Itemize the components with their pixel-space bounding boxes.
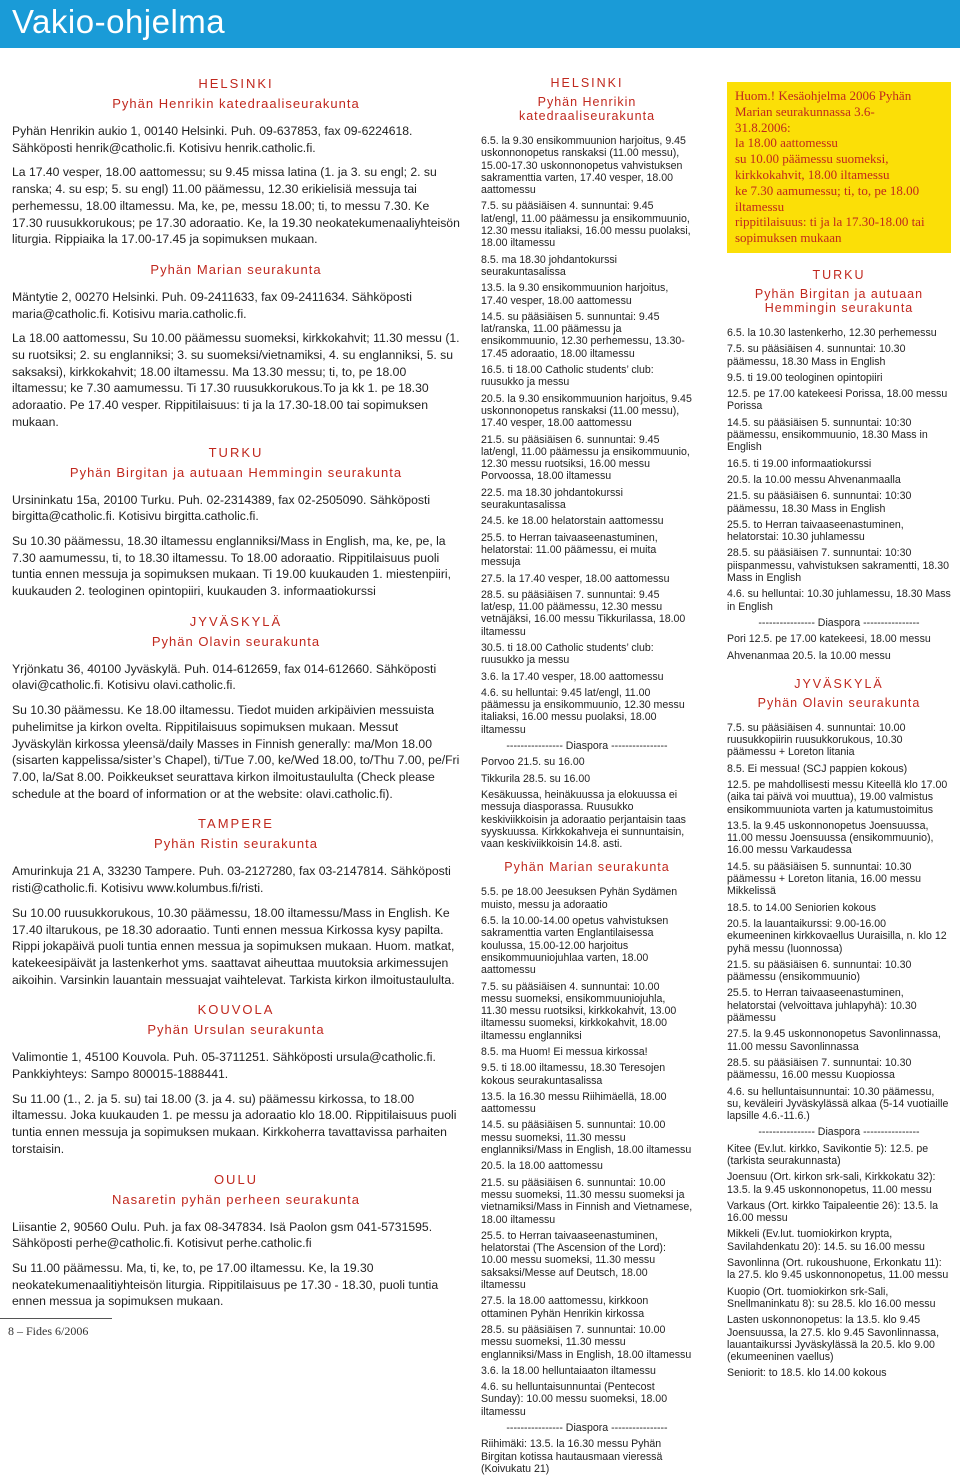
parish-heading-birgitta: Pyhän Birgitan ja autuaan Hemmingin seurakunta [754,286,924,315]
parish-heading-perhe: Nasaretin pyhän perheen seurakunta [112,1191,360,1207]
city-heading-jyvaskyla: JYVÄSKYLÄ [189,613,283,629]
middle-column [481,76,693,1479]
schedule-entry: 20.5. la lauantaikurssi: 9.00-16.00 ekumeeninen kirkkovaellus Uuraisilla, n. klo 12 pyhä messu (luonnossa) [727,917,947,955]
footer-rule [0,1318,112,1319]
paragraph: Su 10.30 päämessu, 18.30 iltamessu englanniksi/Mass in English, ma, ke, pe, la 7.30 aamumessu, ti, to 18.30 iltamessu. To 18.00 adoraatio. Rippitilaisuus puoli tuntia ennen messuja ja sopimuksen mukaan. Ti 19.00 kuukauden 1. miestenpiiri, kuukauden 2. teologinen opintopiiri, kuukauden 3. informaatiokurssi [12,533,452,599]
paragraph: Su 10.30 päämessu. Ke 18.00 iltamessu. Tiedot muiden arkipäivien messuista puhelimitse ja kirkon ovelta. Rippitilaisuus sopimuksen mukaan. Messut Jyväskylän kirkossa yleensä/daily Masses in Finnish generally: ma/Mon 18.00 (sisarten kappelissa/sister’s Chapel), ti/Tue 7.00, ke/Wed 18.00, to/Thu 7.00, pe/Fri 7.00, la/Sat 8.00. Poikkeukset seurattava kirkon ilmoitustaululta (Check please schedule at the board of information or at the website: olavi.catholic.fi). [12,703,460,801]
paragraph: Su 10.00 ruusukkorukous, 10.30 päämessu, 18.00 iltamessu/Mass in English. Ke 17.40 iltarukous, pe 18.30 adoraatio. Tunti ennen messua Kirkossa kysy papilta. Rippi jokapäivä puoli tuntia ennen messua ja sopimuksen mukaan. Huom. matkat, katekeesipäivät ja lastenkerhot yms. saattavat aiheuttaa muutoksia arkimessujen aikoihin. Varsinkin lauantain messuajat vaihtelevat. Tarkista kirkon ilmoitustaululta. [12,905,455,987]
schedule-entry: 7.5. su pääsiäisen 4. sunnuntai: 10.00 ruusukkopiirin ruusukkorukous, 10.30 päämessu + Loreton litania [727,721,906,759]
diaspora-divider: ---------------- Diaspora ---------------- [506,1422,668,1435]
schedule-entry: 21.5. su pääsiäisen 6. sunnuntai: 10.00 messu suomeksi, 11.30 messu suomeksi ja vietnamiksi/Mass in Finnish and Vietnamese, 18.00 iltamessu [481,1176,693,1226]
page-footer: 8 – Fides 6/2006 [8,1324,89,1338]
paragraph: Su 11.00 (1., 2. ja 5. su) tai 18.00 (3. ja 4. su) päämessu kirkossa, to 18.00 iltamessu. Joka kuukauden 1. pe messu ja adoraatio klo 18.00. Rippitilaisuus puoli tuntia ennen messuja ja sopimuksen mukaan. Kirkkoherra tavattavissa parhaiten torstaisin. [12,1091,457,1156]
notice-line: la 18.00 aattomessu [735,135,838,151]
schedule-entry: 21.5. su pääsiäisen 6. sunnuntai: 10.30 päämessu (ensikommuunio) [727,958,912,984]
schedule-entry: 27.5. la 9.45 uskonnonopetus Savonlinnassa, 11.00 messu Savonlinnassa [727,1028,941,1053]
schedule-entry: 27.5. la 18.00 aattomessu, kirkkoon ottaminen Pyhän Henrikin kirkossa [481,1295,649,1320]
paragraph: La 18.00 aattomessu, Su 10.00 päämessu suomeksi, kirkkokahvit; 11.30 messu (1. su ruotsiksi; 2. su englanniksi; 3. su suomeksi/vietnamiksi, 4. su englanniksi, 5. su saksaksi), kirkkokahvit; 18.00 iltamessu. Ma 13.30 messu; ti, to, pe 18.00 iltamessu; ke 7.30 aamumessu. Ti 17.30 ruusukkorukous.To ja kk 1. pe 18.30 adoraatio. Pe 17.40 vesper. Rippitilaisuus: ti ja la 17.30-18.00 tai sopimuksen mukaan. [12,331,460,429]
paragraph: Liisantie 2, 90560 Oulu. Puh. ja fax 08-347834. Isä Paolon gsm 041-5731595. Sähköposti perhe@catholic.fi. Kotisivut perhe.catholic.fi [12,1219,433,1251]
schedule-entry: 4.6. su helluntai: 9.45 lat/engl, 11.00 päämessu ja ensikommuunio, 12.30 messu italiaksi, 16.00 messu puolaksi, 18.00 iltamessu [481,686,685,736]
schedule-entry: 25.5. to Herran taivaaseenastuminen, helatorstai (velvoittava juhlapyhä): 10.30 päämessu [727,987,917,1025]
schedule-entry: 13.5. la 9.45 uskonnonopetus Joensuussa, 11.00 messu Joensuussa (ensikommuunio), 16.00 messu Varkaudessa [727,819,934,857]
notice-line: Huom.! Kesäohjelma 2006 Pyhän Marian seurakunnassa 3.6- [735,88,912,119]
paragraph: Ursininkatu 15a, 20100 Turku. Puh. 02-2314389, fax 02-2505090. Sähköposti birgitta@catholic.fi. Kotisivu birgitta.catholic.fi. [12,492,431,524]
schedule-entry: 12.5. pe 17.00 katekeesi Porissa, 18.00 messu Porissa [727,388,948,413]
schedule-entry: Savonlinna (Ort. rukoushuone, Erkonkatu 11): la 27.5. klo 9.45 uskonnonopetus, 11.00 messu [727,1257,949,1282]
parish-heading-risti: Pyhän Ristin seurakunta [154,836,318,852]
schedule-entry: 27.5. la 17.40 vesper, 18.00 aattomessu [481,572,670,585]
parish-heading-birgitta: Pyhän Birgitan ja autuaan Hemmingin seurakunta [69,464,403,480]
notice-line: rippitilaisuus: ti ja la 17.30-18.00 tai sopimuksen mukaan [735,214,925,246]
schedule-entry: 28.5. su pääsiäisen 7. sunnuntai: 10:30 piispanmessu, vahvistuksen sakramentti, 18.30 Mass in English [727,547,949,585]
schedule-entry: 28.5. su pääsiäisen 7. sunnuntai: 10.00 messu suomeksi, 11.30 messu englanniksi/Mass in English, 18.00 iltamessu [481,1323,692,1361]
schedule-entry: 4.6. su helluntaisunnuntai: 10.30 päämessu, su, keväleiri Jyväskylässä alkaa (5-14 vuotiaille lapsille 4.6.-11.6.) [727,1085,949,1123]
schedule-entry: 20.5. la 18.00 aattomessu [481,1160,603,1173]
schedule-entry: 16.5. ti 19.00 informaatiokurssi [727,457,872,470]
schedule-entry: 7.5. su pääsiäisen 4. sunnuntai: 10.30 päämessu, 18.30 Mass in English [727,343,906,368]
schedule-entry: 14.5. su pääsiäisen 5. sunnuntai: 9.45 lat/ranska, 11.00 päämessu ja ensikommuunio, 12.30 perhemessu, 13.30-17.45 adoraatio, 18.00 iltamessu [481,310,685,360]
schedule-entry: 9.5. ti 18.00 iltamessu, 18.30 Teresojen kokous seurakuntasalissa [481,1062,666,1087]
schedule-entry: Tikkurila 28.5. su 16.00 [481,772,591,785]
schedule-entry: 25.5. to Herran taivaaseenastuminen, helatorstai (The Ascension of the Lord): 10.00 messu suomeksi, 11.30 messu saksaksi/Messe auf Deutsch, 18.00 iltamessu [481,1229,666,1292]
schedule-entry: 8.5. ma Huom! Ei messua kirkossa! [481,1046,648,1058]
schedule-entry: 14.5. su pääsiäisen 5. sunnuntai: 10.00 messu suomeksi, 11.30 messu englanniksi/Mass in English, 18.00 iltamessu [481,1119,692,1157]
schedule-entry: Kesäkuussa, heinäkuussa ja elokuussa ei messuja diasporassa. Ruusukko keskiviikkoisin ja adoraatio perjantaisin taas syyskuussa. Kirkkokahveja ei sunnuntaisin, vaan keskiviikkoisin 14.8. asti. [481,788,686,851]
schedule-entry: Kuopio (Ort. tuomiokirkon srk-Sali, Snellmaninkatu 8): su 28.5. klo 16.00 messu [727,1285,936,1310]
parish-heading-olavi: Pyhän Olavin seurakunta [151,633,321,649]
schedule-entry: 28.5. su pääsiäisen 7. sunnuntai: 9.45 lat/esp, 11.00 päämessu, 12.30 messu vetnäjäksi, 16.00 messu Tikkurilassa, 18.00 iltamessu [481,588,686,638]
schedule-entry: Joensuu (Ort. kirkon srk-sali, Kirkkokatu 32): 13.5. la 9.45 uskonnonopetus, 11.00 messu [727,1171,936,1196]
page-title: Vakio-ohjelma [12,3,226,40]
schedule-entry: 25.5. to Herran taivaaseenastuminen, helatorstai: 10.30 juhlamessu [727,518,904,544]
left-column [12,76,460,1318]
schedule-entry: 6.5. la 10.00-14.00 opetus vahvistuksen sakramenttia varten Englantilaisessa koulussa, 15.00-12.00 harjoitus ensikommuuniojuhlaa varten, 18.00 aattomessu [481,915,669,977]
city-heading-oulu: OULU [213,1171,259,1187]
schedule-entry: 18.5. to 14.00 Seniorien kokous [727,901,877,914]
schedule-entry: 9.5. ti 19.00 teologinen opintopiiri [727,371,883,384]
schedule-entry: 7.5. su pääsiäisen 4. sunnuntai: 10.00 messu suomeksi, ensikommuuniojuhla, 11.30 messu ruotsiksi, kirkkokahvit, 13.00 iltamessu suomeksi, kirkkokahvit, 18.00 iltamessu englanniksi [481,980,677,1042]
parish-heading-henrik: Pyhän Henrikin katedraaliseurakunta [112,96,360,111]
notice-line: ke 7.30 aamumessu; ti, to, pe 18.00 iltamessu [735,182,920,214]
paragraph: Su 11.00 päämessu. Ma, ti, ke, to, pe 17.00 iltamessu. Ke, la 19.30 neokatekumenaalitiyhteisön liturgia. Rippitilaisuus pe 17.30 - 18.30, puoli tuntia ennen messua ja sopimuksen mukaan. [12,1260,439,1309]
schedule-entry: 21.5. su pääsiäisen 6. sunnuntai: 10:30 päämessu, 18.30 Mass in English [727,490,912,515]
schedule-entry: 30.5. ti 18.00 Catholic students’ club: ruusukko ja messu [481,641,654,667]
diaspora-divider: ---------------- Diaspora ---------------- [758,1126,920,1139]
schedule-entry: Mikkeli (Ev.lut. tuomiokirkon krypta, Savilahdenkatu 20): 14.5. su 16.00 messu [727,1228,925,1253]
header-bar [0,0,960,48]
notice-line: su 10.00 päämessu suomeksi, kirkkokahvit, 18.00 iltamessu [735,151,890,182]
schedule-entry: 14.5. su pääsiäisen 5. sunnuntai: 10.30 päämessu + Loreton litania, 16.00 messu Mikkelissä [727,860,922,898]
parish-heading-henrik: Pyhän Henrikin katedraaliseurakunta [518,95,656,123]
notice-line: 31.8.2006: [735,119,791,135]
paragraph: Yrjönkatu 36, 40100 Jyväskylä. Puh. 014-612659, fax 014-612660. Sähköposti olavi@catholic.fi. Kotisivu olavi.catholic.fi. [12,661,437,693]
schedule-entry: 28.5. su pääsiäisen 7. sunnuntai: 10.30 päämessu, 16.00 messu Kuopiossa [727,1056,912,1082]
schedule-entry: 13.5. la 16.30 messu Riihimäellä, 18.00 aattomessu [481,1090,667,1116]
diaspora-divider: ---------------- Diaspora ---------------- [758,616,920,629]
schedule-entry: 14.5. su pääsiäisen 5. sunnuntai: 10:30 päämessu, ensikommuunio, 18.30 Mass in English [727,416,928,454]
paragraph: Valimontie 1, 45100 Kouvola. Puh. 05-3711251. Sähköposti ursula@catholic.fi. Pankkiyhteys: Sampo 800015-1888441. [12,1050,436,1082]
schedule-entry: Lasten uskonnonopetus: la 13.5. klo 9.45 Joensuussa, la 27.5. klo 9.45 Savonlinnassa, lauantaikurssi Jyväskylässä la 20.5. klo 9.00 (ekumeeninen vaellus) [727,1314,940,1364]
schedule-entry: 22.5. ma 18.30 johdantokurssi seurakuntasalissa [481,486,623,512]
parish-heading-maria: Pyhän Marian seurakunta [150,261,322,277]
schedule-entry: Ahvenanmaa 20.5. la 10.00 messu [727,649,891,662]
city-heading-helsinki: HELSINKI [550,76,624,90]
paragraph: Mäntytie 2, 00270 Helsinki. Puh. 09-2411633, fax 09-2411634. Sähköposti maria@catholic.fi. Kotisivu maria.catholic.fi. [12,289,412,321]
city-heading-kouvola: KOUVOLA [197,1002,275,1018]
schedule-entry: Kitee (Ev.lut. kirkko, Savikontie 5): 12.5. pe (tarkista seurakunnasta) [727,1142,929,1167]
schedule-entry: 20.5. la 9.30 ensikommuunion harjoitus, 9.45 uskonnonopetus ranskaksi (11.00 messu), 17.40 vesper, 18.00 aattomessu [481,392,692,430]
city-heading-tampere: TAMPERE [198,816,274,832]
schedule-entry: 4.6. su helluntai: 10.30 juhlamessu, 18.30 Mass in English [727,588,951,613]
parish-heading-maria: Pyhän Marian seurakunta [504,860,670,875]
schedule-entry: Pori 12.5. pe 17.00 katekeesi, 18.00 messu [727,633,931,646]
schedule-entry: 6.5. la 10.30 lastenkerho, 12.30 perhemessu [727,326,937,339]
schedule-entry: 6.5. la 9.30 ensikommuunion harjoitus, 9.45 uskonnonopetus ranskaksi (11.00 messu), 15.00-17.30 uskonnonopetus vahvistuksen sakramenttia varten, 17.40 vesper, 18.00 aattomessu [481,135,686,197]
schedule-entry: 7.5. su pääsiäisen 4. sunnuntai: 9.45 lat/engl, 11.00 päämessu ja ensikommuunio, 12.30 messu italiaksi, 16.00 messu puolaksi, 18.00 iltamessu [481,200,691,250]
schedule-entry: 3.6. la 17.40 vesper, 18.00 aattomessu [481,670,664,683]
schedule-entry: 8.5. ma 18.30 johdantokurssi seurakuntasalissa [481,253,618,278]
schedule-entry: 4.6. su helluntaisunnuntai (Pentecost Sunday): 10.00 messu suomeksi, 18.00 iltamessu [481,1381,668,1418]
diaspora-divider: ---------------- Diaspora ---------------- [506,740,668,753]
schedule-entry: 13.5. la 9.30 ensikommuunion harjoitus, 17.40 vesper, 18.00 aattomessu [481,282,669,307]
parish-heading-olavi: Pyhän Olavin seurakunta [757,695,921,710]
parish-heading-ursula: Pyhän Ursulan seurakunta [147,1022,325,1038]
city-heading-helsinki: HELSINKI [198,76,274,91]
paragraph: La 17.40 vesper, 18.00 aattomessu; su 9.45 missa latina (1. ja 3. su engl; 2. su ranska; 4. su esp; 5. su engl) 11.00 päämessu, 12.30 erikielisiä messuja tai perhemessu, 18.00 iltamessu. Ma, ke, pe, messu 18.00; ti, to messu 7.30. Ke 17.30 ruusukkorukous; pe 17.30 adoraatio. Ke, la 19.30 neokatekumenaaliyhteisön liturgia. Rippiaika la 17.00-17.45 ja sopimuksen mukaan. [12,165,460,247]
schedule-entry: 3.6. la 18.00 helluntaiaaton iltamessu [481,1364,656,1377]
schedule-entry: Riihimäki: 13.5. la 16.30 messu Pyhän Birgitan kotissa hautausmaan vieressä (Koivukatu 21) [481,1438,663,1475]
schedule-entry: 12.5. pe mahdollisesti messu Kiteellä klo 17.00 (aika tai päivä voi muuttua), 19.00 valmistus ensikommuuniota varten ja katumustoimitus [727,778,948,816]
right-column [727,82,951,1384]
paragraph: Amurinkuja 21 A, 33230 Tampere. Puh. 03-2127280, fax 03-2147814. Sähköposti risti@catholic.fi. Kotisivu www.kolumbus.fi/risti. [12,864,451,896]
city-heading-jyvaskyla: JYVÄSKYLÄ [794,676,884,691]
schedule-entry: Porvoo 21.5. su 16.00 [481,756,585,769]
schedule-entry: Varkaus (Ort. kirkko Taipaleentie 26): 13.5. la 16.00 messu [727,1199,938,1225]
summer-notice-box [727,82,951,253]
schedule-entry: 20.5. la 10.00 messu Ahvenanmaalla [727,473,901,486]
schedule-entry: 21.5. su pääsiäisen 6. sunnuntai: 9.45 lat/engl, 11.00 päämessu ja ensikommuunio, 12.30 messu ruotsiksi, 16.00 messu Porvoossa, 18.00 iltamessu [481,433,690,483]
city-heading-turku: TURKU [812,267,866,282]
schedule-entry: 8.5. Ei messua! (SCJ pappien kokous) [727,762,908,775]
schedule-entry: 16.5. ti 18.00 Catholic students’ club: ruusukko ja messu [481,364,654,389]
paragraph: Pyhän Henrikin aukio 1, 00140 Helsinki. Puh. 09-637853, fax 09-6224618. Sähköposti henrik@catholic.fi. Kotisivu henrik.catholic.fi. [12,124,413,155]
schedule-entry: 25.5. to Herran taivaaseenastuminen, helatorstai: 11.00 päämessu, ei muita messuja [481,531,658,569]
schedule-entry: 5.5. pe 18.00 Jeesuksen Pyhän Sydämen muisto, messu ja adoraatio [481,886,678,911]
schedule-entry: 24.5. ke 18.00 helatorstain aattomessu [481,515,664,528]
city-heading-turku: TURKU [208,444,264,460]
schedule-entry: Seniorit: to 18.5. klo 14.00 kokous [727,1367,887,1380]
